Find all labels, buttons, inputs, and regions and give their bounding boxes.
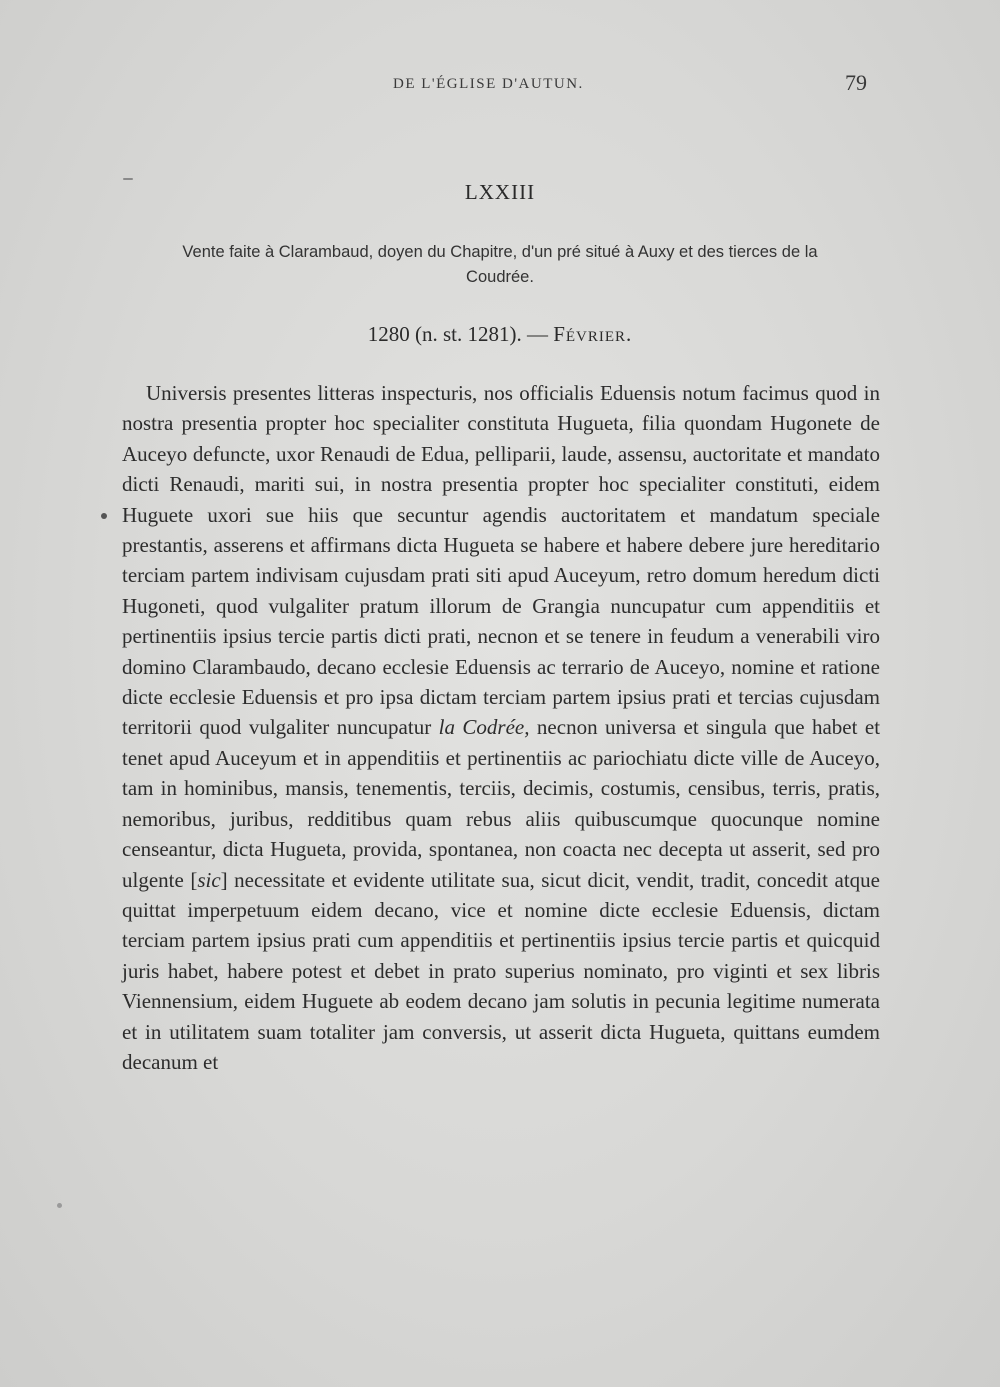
charter-paragraph [122,378,880,1077]
charter-text [122,378,880,1077]
date-year: 1280 (n. st. 1281). — [367,322,548,346]
running-head: DE L'ÉGLISE D'AUTUN. [393,76,584,92]
document-date [0,322,1000,347]
paper-speck [57,1203,62,1208]
body-text-part1: Universis presentes litteras inspecturis, nos officialis Eduensis notum facimus quod in nostra presentia propter hoc specialiter constituta Hugueta, filia quondam Hugonete de Auceyo defuncte, uxor Renaudi de Edua, pelliparii, laude, assensu, auctoritate et mandato dicti Renaudi, mariti sui, in nostra presentia propter hoc specialiter constituti, eidem Huguete uxori sue hiis que secuntur agendis auctoritatem et mandatum speciale prestantis, asserens et affirmans dicta Hugueta se habere et habere debere jure hereditario terciam partem indivisam cujusdam prati siti apud Auceyum, retro domum heredum dicti Hugoneti, quod vulgaliter pratum illorum de Grangia nuncupatur cum appenditiis et pertinentiis ipsius tercie partis dicti prati, necnon et se tenere in feudum a venerabili viro domino Clarambaudo, decano ecclesie Eduensis ac terrario de Auceyo, nomine et ratione dicte ecclesie Eduensis et pro ipsa dictam terciam partem ipsius prati et tercias cujusdam territorii quod vulgaliter nuncupatur [122,381,880,740]
date-month: Février. [553,322,633,346]
page-number: 79 [845,70,867,95]
margin-dot [101,513,107,519]
paper-speck [123,178,133,180]
body-text-part2: necnon universa et singula que habet et tenet apud Auceyum et in appenditiis et pertinentiis ac pariochiatu dicte ville de Auceyo, tam in hominibus, mansis, tenementis, terciis, decimis, costumis, censibus, terris, pratis, nemoribus, juribus, redditibus quam rebus aliis quibuscumque quocunque nomine censeantur, dicta Hugueta, provida, spontanea, non coacta nec decepta ut asserit, sed pro ulgente [ [122,715,881,892]
document-summary: Vente faite à Clarambaud, doyen du Chapitre, d'un pré situé à Auxy et des tierces de la Coudrée. [182,243,818,286]
body-text-part3: ] necessitate et evidente utilitate sua, sicut dicit, vendit, tradit, concedit atque quittat imperpetuum eidem decano, vice et nomine dicte ecclesie Eduensis, dictam terciam partem ipsius prati cum appenditiis et pertinentiis ipsius tercie partis et quicquid juris habet, habere potest et debet in prato superius nominato, pro viginti et sex libris Viennensium, eidem Huguete ab eodem decano jam solutis in pecunia legitime numerata et in utilitatem suam totaliter jam conversis, ut asserit dicta Hugueta, quittans eumdem decanum et [122,867,880,1074]
document-number: LXXIII [464,180,536,204]
sic-annotation: sic [197,867,221,892]
place-name-italic: la Codrée, [438,715,530,740]
